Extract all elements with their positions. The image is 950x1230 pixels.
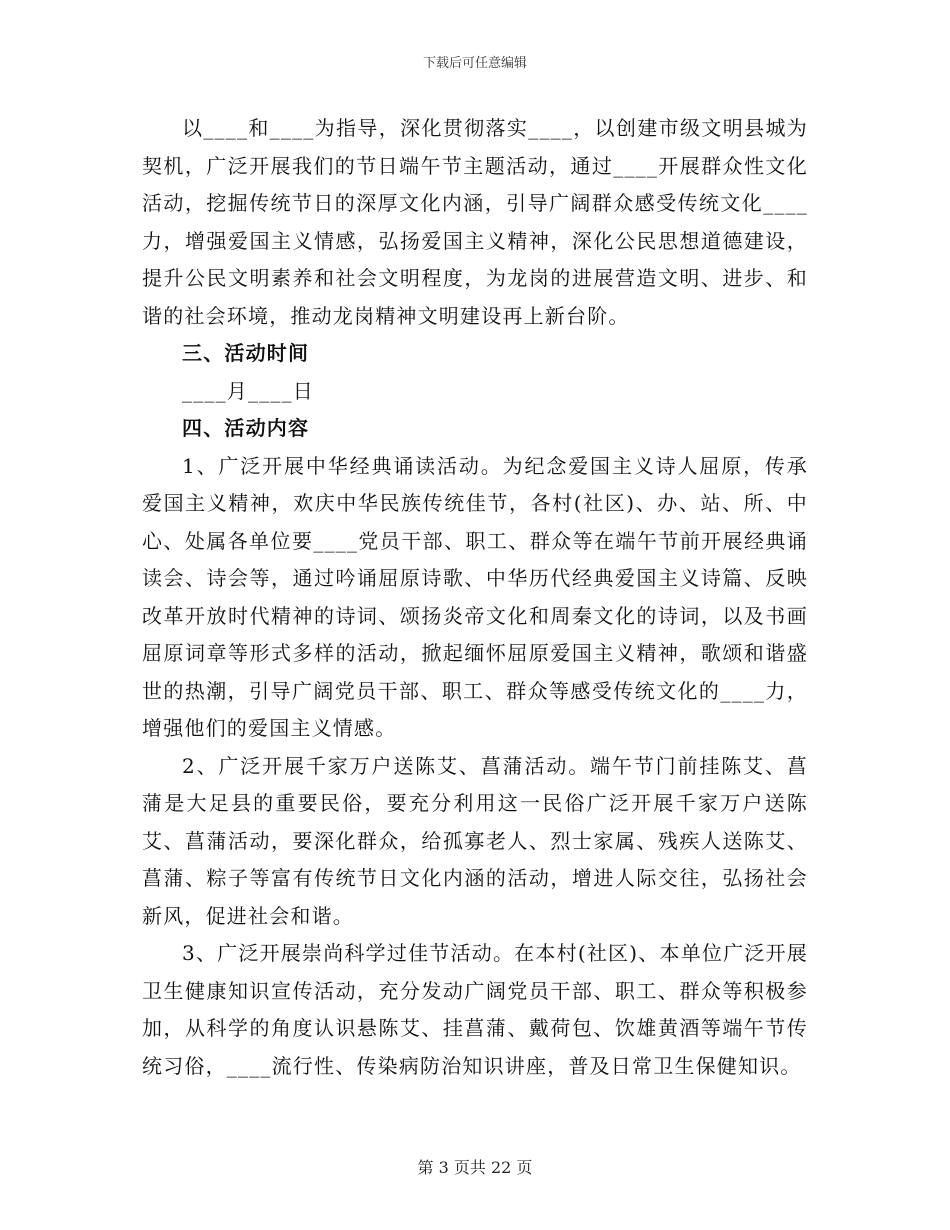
- page-number: 第 3 页共 22 页: [417, 1158, 533, 1177]
- activity-date: ____月____日: [182, 378, 314, 403]
- content-item-2: 2、广泛开展千家万户送陈艾、菖蒲活动。端午节门前挂陈艾、菖蒲是大足县的重要民俗，要充分利用这一民俗广泛开展千家万户送陈艾、菖蒲活动，要深化群众，给孤寡老人、烈士家属、残疾人送陈艾、菖蒲、粽子等富有传统节日文化内涵的活动，增进人际交往，弘扬社会新风，促进社会和谐。: [142, 753, 808, 928]
- content-item-3: 3、广泛开展崇尚科学过佳节活动。在本村(社区)、本单位广泛开展卫生健康知识宣传活动，充分发动广阔党员干部、职工、群众等积极参加，从科学的角度认识悬陈艾、挂菖蒲、戴荷包、饮雄黄酒等端午节传统习俗，____流行性、传染病防治知识讲座，普及日常卫生保健知识。: [142, 941, 808, 1078]
- section-3-heading: 三、活动时间: [182, 341, 310, 365]
- section-4-heading: 四、活动内容: [182, 416, 310, 440]
- intro-paragraph: 以____和____为指导，深化贯彻落实____，以创建市级文明县城为契机，广泛开展我们的节日端午节主题活动，通过____开展群众性文化活动，挖掘传统节日的深厚文化内涵，引导广阔群众感受传统文化____力，增强爱国主义情感，弘扬爱国主义精神，深化公民思想道德建设，提升公民文明素养和社会文明程度，为龙岗的进展营造文明、进步、和谐的社会环境，推动龙岗精神文明建设再上新台阶。: [142, 116, 808, 328]
- document-body: [142, 110, 808, 1085]
- content-item-1: 1、广泛开展中华经典诵读活动。为纪念爱国主义诗人屈原，传承爱国主义精神，欢庆中华民族传统佳节，各村(社区)、办、站、所、中心、处属各单位要____党员干部、职工、群众等在端午节前开展经典诵读会、诗会等，通过吟诵屈原诗歌、中华历代经典爱国主义诗篇、反映改革开放时代精神的诗词、颂扬炎帝文化和周秦文化的诗词，以及书画屈原词章等形式多样的活动，掀起缅怀屈原爱国主义精神，歌颂和谐盛世的热潮，引导广阔党员干部、职工、群众等感受传统文化的____力，增强他们的爱国主义情感。: [142, 453, 808, 740]
- page-header-note: 下载后可任意编辑: [422, 56, 527, 71]
